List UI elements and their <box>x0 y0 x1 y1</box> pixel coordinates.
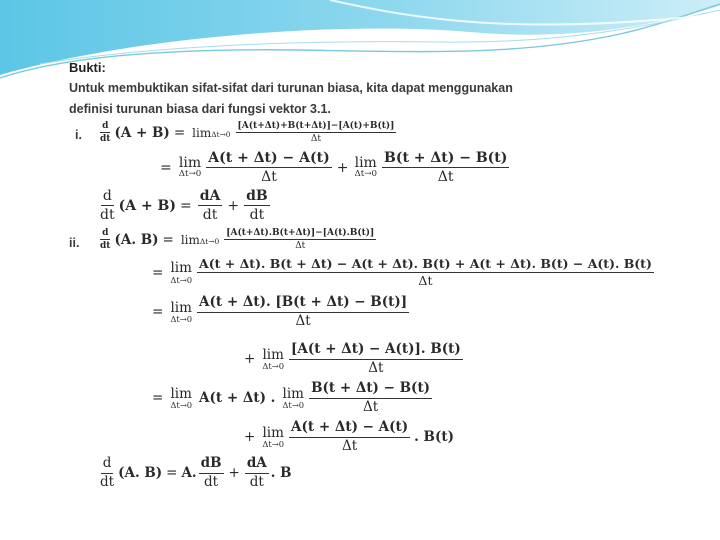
difference-quotient: $\frac{[A(t+\Delta t)+B(t+\Delta t)]-[A(t)+B(t)]}{\Delta t}$ <box>237 121 395 145</box>
proof-heading: Bukti: <box>69 60 106 75</box>
intro-line-1: Untuk membuktikan sifat-sifat dari turunan biasa, kita dapat menggunakan <box>69 81 513 95</box>
part-i-result: $\frac{d}{dt}$ (A + B) = $\frac{dA}{dt}$ + $\frac{dB}{dt}$ <box>100 188 268 224</box>
part-ii-line-1: $\frac{d}{dt}$ (A. B) = lim Δt→0 $\frac{[A(t+\Delta t).B(t+\Delta t)]-[A(t).B(t)]}{\Delta t}$ <box>100 228 375 252</box>
limit-operator: lim Δt→0 <box>354 154 377 180</box>
part-ii-line-6: + lim Δt→0 $\frac{A(t + \Delta t) - A(t)}{\Delta t}$ . B(t) <box>244 419 454 454</box>
limit-operator: lim Δt→0 <box>180 232 220 247</box>
part-ii-line-5: = lim Δt→0 A(t + Δt) . lim Δt→0 $\frac{B(t + \Delta t) - B(t)}{\Delta t}$ <box>152 380 431 415</box>
part-i-line-1: $\frac{d}{dt}$ (A + B) = lim Δt→0 $\frac{[A(t+\Delta t)+B(t+\Delta t)]-[A(t)+B(t)]}{\Delta t}$ <box>100 121 395 145</box>
part-ii-label: ii. <box>69 236 80 250</box>
part-ii-line-4: + lim Δt→0 $\frac{[A(t + \Delta t) - A(t)]. B(t)}{\Delta t}$ <box>244 341 461 376</box>
limit-operator: lim Δt→0 <box>192 125 231 140</box>
part-i-label: i. <box>75 128 82 142</box>
part-i-line-2: = lim Δt→0 $\frac{A(t + \Delta t) - A(t)}{\Delta t}$ + lim Δt→0 $\frac{B(t + \Delta t) - B(t)}{\Delta t}$ <box>160 150 508 186</box>
part-ii-line-2: = lim Δt→0 A(t + Δt). B(t + Δt) − A(t + Δt). B(t) + A(t + Δt). B(t) − A(t). B(t) Δt <box>152 256 652 289</box>
intro-line-2: definisi turunan biasa dari fungsi vektor 3.1. <box>69 102 331 116</box>
part-ii-line-3: = lim Δt→0 $\frac{A(t + \Delta t). [B(t + \Delta t) - B(t)]}{\Delta t}$ <box>152 294 408 329</box>
header-wave-decoration <box>0 0 720 80</box>
part-ii-result: $\frac{d}{dt}$ (A. B) = A. $\frac{dB}{dt}$ + $\frac{dA}{dt}$ . B <box>100 455 292 490</box>
limit-operator: lim Δt→0 <box>178 154 202 180</box>
derivative-operator: $\frac{d}{dt}$ <box>100 121 111 145</box>
